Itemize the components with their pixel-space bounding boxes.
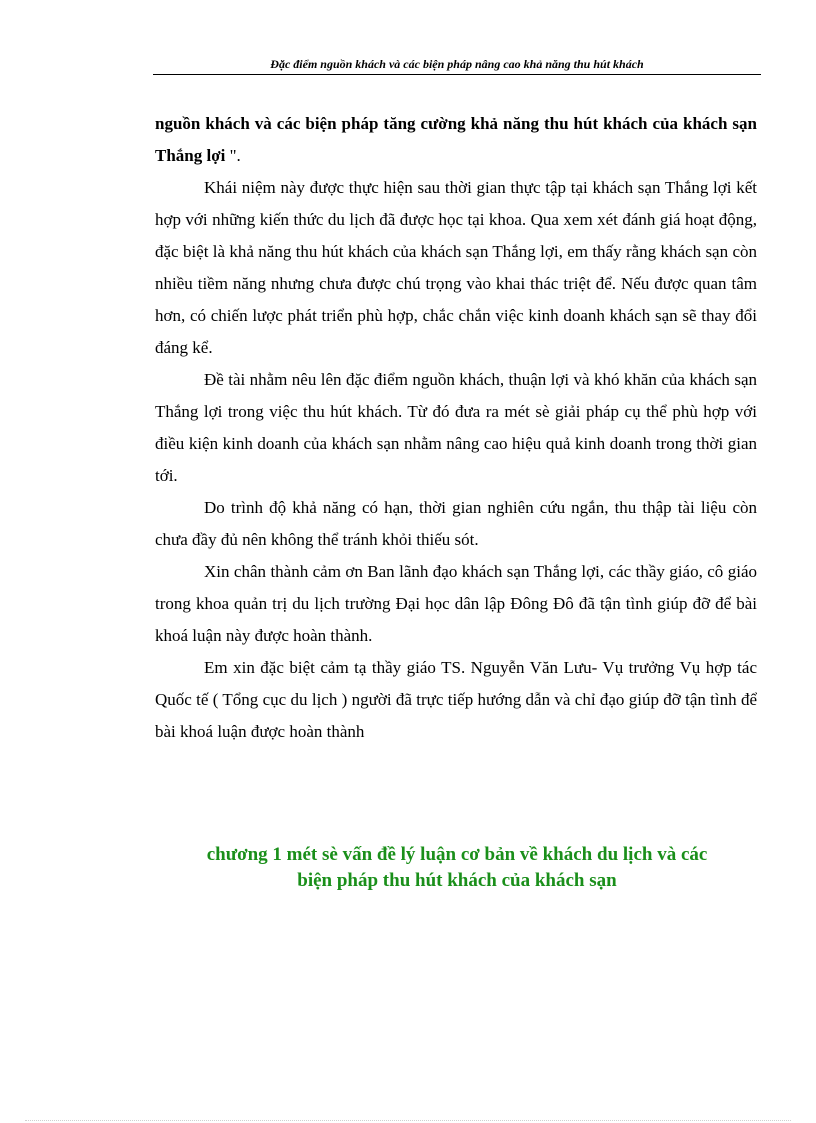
chapter-heading-line-2: biện pháp thu hút khách của khách sạn bbox=[297, 870, 617, 891]
running-header: Đặc điểm nguồn khách và các biện pháp nâng cao khả năng thu hút khách bbox=[270, 57, 644, 71]
lead-paragraph bbox=[155, 108, 757, 172]
chapter-heading-line-1: chương 1 mét sè vấn đề lý luận cơ bản về khách du lịch và các bbox=[206, 844, 708, 865]
paragraph: Khái niệm này được thực hiện sau thời gian thực tập tại khách sạn Thắng lợi kết hợp với những kiến thức du lịch đã được học tại khoa. Qua xem xét đánh giá hoạt động, đặc biệt là khả năng thu hút khách của khách sạn Thắng lợi, em thấy rằng khách sạn còn nhiều tiềm năng nhưng chưa được chú trọng vào khai thác triệt để. Nếu được quan tâm hơn, có chiến lược phát triển phù hợp, chắc chắn việc kinh doanh khách sạn sẽ thay đổi đáng kể. bbox=[155, 178, 757, 357]
page-bottom-border bbox=[25, 1120, 791, 1121]
paragraph: Đề tài nhằm nêu lên đặc điểm nguồn khách, thuận lợi và khó khăn của khách sạn Thắng lợi trong việc thu hút khách. Từ đó đưa ra mét sè giải pháp cụ thể phù hợp với điều kiện kinh doanh của khách sạn nhằm nâng cao hiệu quả kinh doanh trong thời gian tới. bbox=[155, 370, 757, 485]
chapter-heading bbox=[153, 842, 761, 894]
header-rule bbox=[153, 74, 761, 75]
paragraph: Do trình độ khả năng có hạn, thời gian nghiên cứu ngắn, thu thập tài liệu còn chưa đầy đủ nên không thể tránh khỏi thiếu sót. bbox=[155, 498, 757, 549]
lead-bold-text: nguồn khách và các biện pháp tăng cường khả năng thu hút khách của khách sạn Thắng lợi bbox=[155, 114, 757, 165]
lead-tail: ". bbox=[229, 146, 241, 165]
body-text bbox=[155, 108, 757, 748]
paragraph: Xin chân thành cảm ơn Ban lãnh đạo khách sạn Thắng lợi, các thầy giáo, cô giáo trong khoa quản trị du lịch trường Đại học dân lập Đông Đô đã tận tình giúp đỡ để bài khoá luận này được hoàn thành. bbox=[155, 562, 757, 645]
paragraph: Em xin đặc biệt cảm tạ thầy giáo TS. Nguyễn Văn Lưu- Vụ trưởng Vụ hợp tác Quốc tế ( Tổng cục du lịch ) người đã trực tiếp hướng dẫn và chỉ đạo giúp đỡ tận tình để bài khoá luận được hoàn thành bbox=[155, 658, 757, 741]
